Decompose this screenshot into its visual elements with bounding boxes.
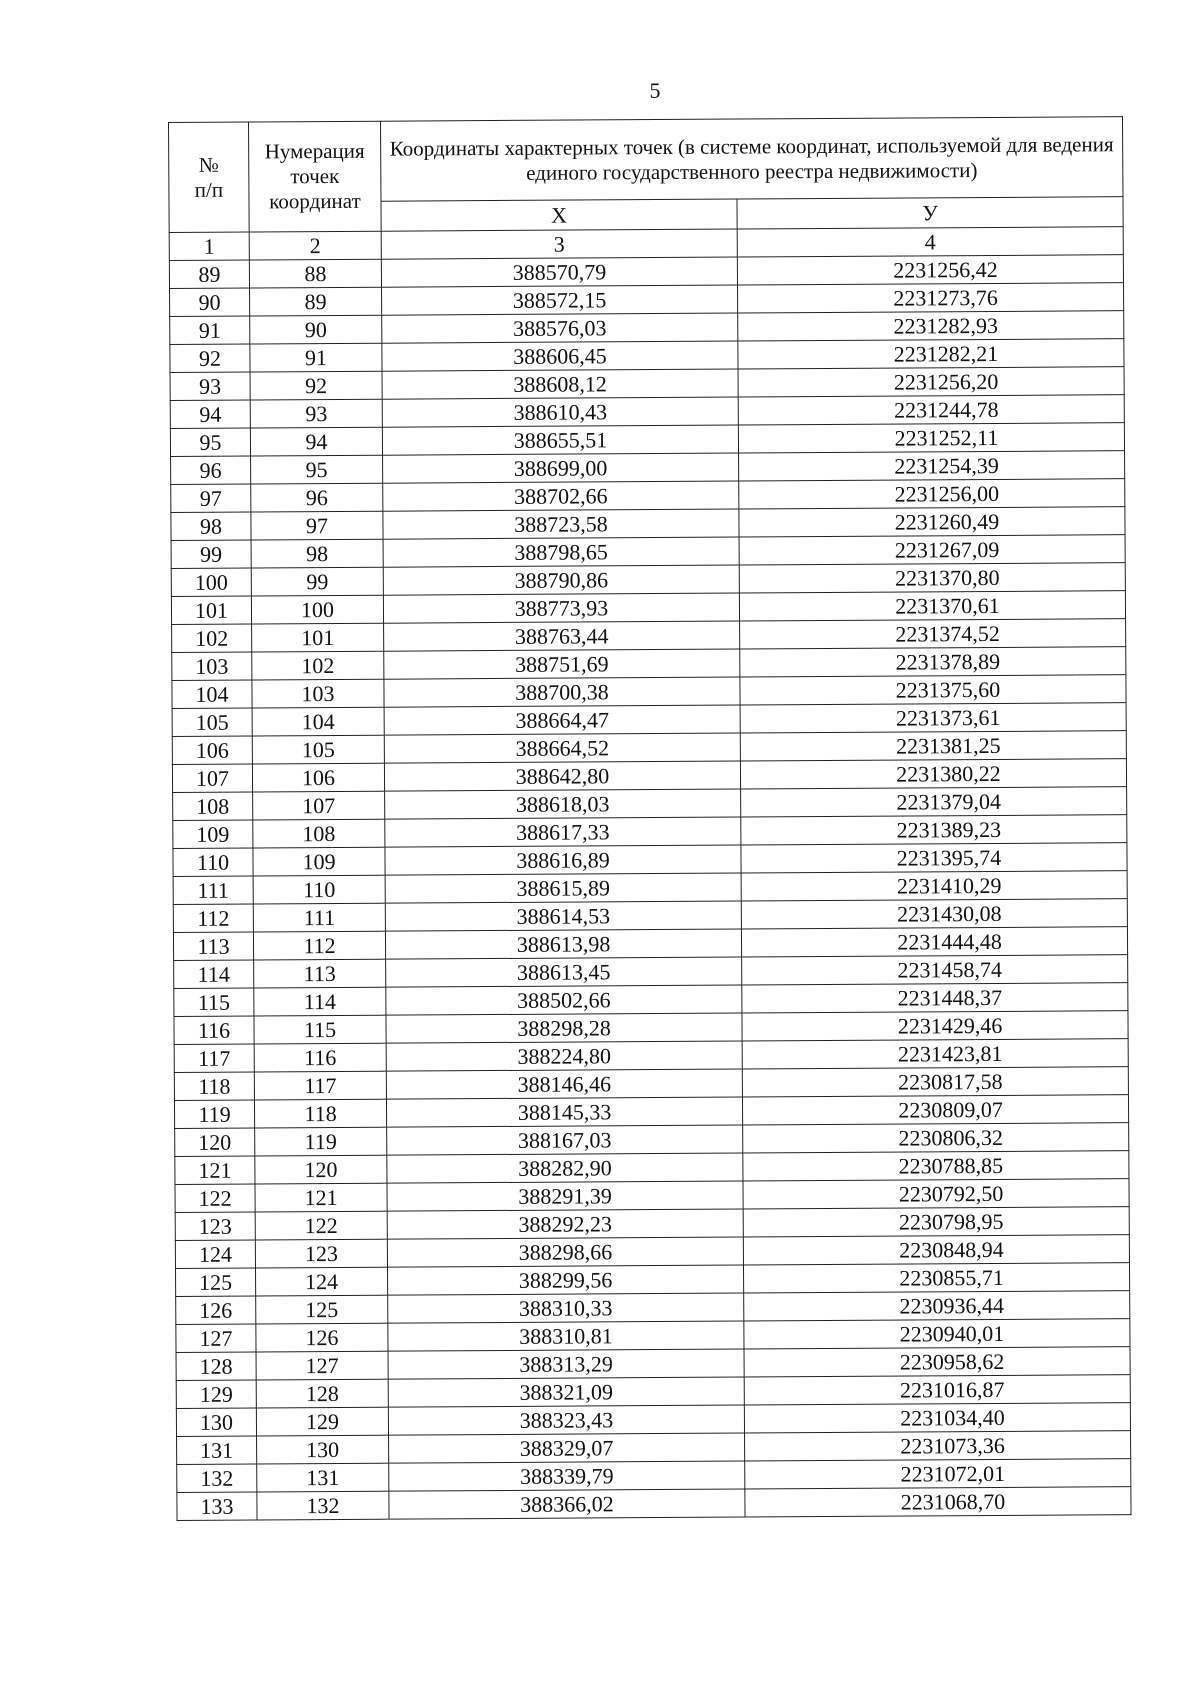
point-number-cell: 112 (253, 931, 385, 960)
y-coordinate-cell: 2231373,61 (740, 703, 1126, 733)
y-coordinate-cell: 2231395,74 (741, 843, 1127, 873)
row-number-cell: 98 (171, 512, 251, 540)
y-coordinate-cell: 2231073,36 (745, 1431, 1131, 1461)
point-number-cell: 105 (252, 735, 384, 764)
point-number-cell: 90 (250, 315, 382, 344)
y-coordinate-cell: 2230788,85 (743, 1151, 1129, 1181)
header-y: У (737, 197, 1123, 229)
point-number-cell: 106 (252, 763, 384, 792)
point-number-cell: 95 (251, 455, 383, 484)
row-number-cell: 97 (171, 484, 251, 512)
coordinates-table-container (168, 116, 1131, 1521)
x-coordinate-cell: 388616,89 (385, 845, 741, 875)
x-coordinate-cell: 388664,52 (384, 733, 740, 763)
row-number-cell: 126 (176, 1296, 256, 1324)
x-coordinate-cell: 388614,53 (385, 901, 741, 931)
row-number-cell: 124 (175, 1240, 255, 1268)
x-coordinate-cell: 388282,90 (387, 1153, 743, 1183)
row-number-cell: 95 (170, 428, 250, 456)
row-number-cell: 110 (173, 848, 253, 876)
x-coordinate-cell: 388329,07 (389, 1433, 745, 1463)
row-number-cell: 96 (171, 456, 251, 484)
point-number-cell: 111 (253, 903, 385, 932)
row-number-cell: 129 (176, 1380, 256, 1408)
point-number-cell: 115 (254, 1015, 386, 1044)
y-coordinate-cell: 2231034,40 (744, 1403, 1130, 1433)
y-coordinate-cell: 2230792,50 (743, 1179, 1129, 1209)
y-coordinate-cell: 2231370,80 (739, 563, 1125, 593)
y-coordinate-cell: 2231380,22 (740, 759, 1126, 789)
point-number-cell: 113 (254, 959, 386, 988)
y-coordinate-cell: 2231068,70 (745, 1487, 1131, 1517)
row-number-cell: 99 (171, 540, 251, 568)
point-number-cell: 129 (256, 1407, 388, 1436)
x-coordinate-cell: 388576,03 (382, 313, 738, 343)
row-number-cell: 122 (175, 1184, 255, 1212)
x-coordinate-cell: 388298,66 (387, 1237, 743, 1267)
y-coordinate-cell: 2231423,81 (742, 1039, 1128, 1069)
x-coordinate-cell: 388292,23 (387, 1209, 743, 1239)
x-coordinate-cell: 388699,00 (383, 453, 739, 483)
y-coordinate-cell: 2230958,62 (744, 1347, 1130, 1377)
y-coordinate-cell: 2231282,21 (738, 339, 1124, 369)
header-x: X (381, 199, 737, 231)
row-number-cell: 105 (172, 708, 252, 736)
row-number-cell: 116 (174, 1016, 254, 1044)
y-coordinate-cell: 2231444,48 (741, 927, 1127, 957)
point-number-cell: 116 (254, 1043, 386, 1072)
x-coordinate-cell: 388299,56 (387, 1265, 743, 1295)
row-number-cell: 92 (170, 344, 250, 372)
y-coordinate-cell: 2231375,60 (740, 675, 1126, 705)
x-coordinate-cell: 388167,03 (387, 1125, 743, 1155)
row-number-cell: 119 (174, 1100, 254, 1128)
row-number-cell: 130 (176, 1408, 256, 1436)
y-coordinate-cell: 2231378,89 (740, 647, 1126, 677)
x-coordinate-cell: 388323,43 (388, 1405, 744, 1435)
x-coordinate-cell: 388618,03 (385, 789, 741, 819)
point-number-cell: 101 (252, 623, 384, 652)
x-coordinate-cell: 388310,81 (388, 1321, 744, 1351)
row-number-cell: 118 (174, 1072, 254, 1100)
row-number-cell: 128 (176, 1352, 256, 1380)
point-number-cell: 118 (254, 1099, 386, 1128)
y-coordinate-cell: 2231254,39 (739, 451, 1125, 481)
x-coordinate-cell: 388790,86 (383, 565, 739, 595)
row-number-cell: 108 (173, 792, 253, 820)
row-number-cell: 93 (170, 372, 250, 400)
x-coordinate-cell: 388700,38 (384, 677, 740, 707)
y-coordinate-cell: 2230798,95 (743, 1207, 1129, 1237)
x-coordinate-cell: 388702,66 (383, 481, 739, 511)
x-coordinate-cell: 388224,80 (386, 1041, 742, 1071)
row-number-cell: 117 (174, 1044, 254, 1072)
table-row (177, 1487, 1131, 1521)
point-number-cell: 120 (255, 1155, 387, 1184)
point-number-cell: 97 (251, 511, 383, 540)
y-coordinate-cell: 2231260,49 (739, 507, 1125, 537)
point-number-cell: 132 (257, 1491, 389, 1520)
header-point-numbering: Нумерация точек координат (249, 121, 382, 232)
row-number-cell: 89 (169, 260, 249, 288)
x-coordinate-cell: 388313,29 (388, 1349, 744, 1379)
point-number-cell: 89 (250, 287, 382, 316)
point-number-cell: 93 (250, 399, 382, 428)
point-number-cell: 88 (249, 259, 381, 288)
y-coordinate-cell: 2230936,44 (744, 1291, 1130, 1321)
x-coordinate-cell: 388610,43 (382, 397, 738, 427)
row-number-cell: 91 (170, 316, 250, 344)
y-coordinate-cell: 2231370,61 (739, 591, 1125, 621)
x-coordinate-cell: 388642,80 (384, 761, 740, 791)
y-coordinate-cell: 2231429,46 (742, 1011, 1128, 1041)
page-number: 5 (649, 78, 661, 103)
y-coordinate-cell: 2231430,08 (741, 899, 1127, 929)
y-coordinate-cell: 2231244,78 (738, 395, 1124, 425)
point-number-cell: 107 (253, 791, 385, 820)
x-coordinate-cell: 388773,93 (383, 593, 739, 623)
point-number-cell: 109 (253, 847, 385, 876)
row-number-cell: 94 (170, 400, 250, 428)
point-number-cell: 117 (254, 1071, 386, 1100)
y-coordinate-cell: 2231282,93 (738, 311, 1124, 341)
x-coordinate-cell: 388146,46 (386, 1069, 742, 1099)
point-number-cell: 126 (256, 1323, 388, 1352)
y-coordinate-cell: 2231379,04 (741, 787, 1127, 817)
point-number-cell: 91 (250, 343, 382, 372)
x-coordinate-cell: 388339,79 (389, 1461, 745, 1491)
row-number-cell: 123 (175, 1212, 255, 1240)
row-number-cell: 100 (171, 568, 251, 596)
point-number-cell: 92 (250, 371, 382, 400)
y-coordinate-cell: 2231252,11 (738, 423, 1124, 453)
x-coordinate-cell: 388606,45 (382, 341, 738, 371)
point-number-cell: 100 (251, 595, 383, 624)
point-number-cell: 124 (256, 1267, 388, 1296)
x-coordinate-cell: 388751,69 (384, 649, 740, 679)
y-coordinate-cell: 2230817,58 (742, 1067, 1128, 1097)
row-number-cell: 104 (172, 680, 252, 708)
x-coordinate-cell: 388615,89 (385, 873, 741, 903)
y-coordinate-cell: 2231381,25 (740, 731, 1126, 761)
row-number-cell: 90 (170, 288, 250, 316)
point-number-cell: 103 (252, 679, 384, 708)
y-coordinate-cell: 2231267,09 (739, 535, 1125, 565)
column-index: 4 (737, 227, 1123, 257)
row-number-cell: 101 (171, 596, 251, 624)
table-body (169, 255, 1131, 1521)
row-number-cell: 112 (173, 904, 253, 932)
header-coordinates: Координаты характерных точек (в системе координат, используемой для ведения единого государственного реестра недвижимости) (380, 117, 1122, 202)
x-coordinate-cell: 388798,65 (383, 537, 739, 567)
row-number-cell: 107 (172, 764, 252, 792)
y-coordinate-cell: 2231448,37 (742, 983, 1128, 1013)
row-number-cell: 103 (172, 652, 252, 680)
row-number-cell: 114 (174, 960, 254, 988)
x-coordinate-cell: 388664,47 (384, 705, 740, 735)
point-number-cell: 98 (251, 539, 383, 568)
x-coordinate-cell: 388608,12 (382, 369, 738, 399)
y-coordinate-cell: 2230806,32 (743, 1123, 1129, 1153)
point-number-cell: 127 (256, 1351, 388, 1380)
x-coordinate-cell: 388145,33 (386, 1097, 742, 1127)
y-coordinate-cell: 2231256,20 (738, 367, 1124, 397)
x-coordinate-cell: 388310,33 (388, 1293, 744, 1323)
point-number-cell: 114 (254, 987, 386, 1016)
y-coordinate-cell: 2231389,23 (741, 815, 1127, 845)
row-number-cell: 127 (176, 1324, 256, 1352)
point-number-cell: 110 (253, 875, 385, 904)
x-coordinate-cell: 388613,98 (385, 929, 741, 959)
x-coordinate-cell: 388763,44 (384, 621, 740, 651)
row-number-cell: 132 (177, 1464, 257, 1492)
y-coordinate-cell: 2230809,07 (742, 1095, 1128, 1125)
y-coordinate-cell: 2231410,29 (741, 871, 1127, 901)
y-coordinate-cell: 2231458,74 (742, 955, 1128, 985)
y-coordinate-cell: 2231072,01 (745, 1459, 1131, 1489)
y-coordinate-cell: 2231016,87 (744, 1375, 1130, 1405)
point-number-cell: 121 (255, 1183, 387, 1212)
point-number-cell: 130 (257, 1435, 389, 1464)
x-coordinate-cell: 388572,15 (382, 285, 738, 315)
x-coordinate-cell: 388570,79 (381, 257, 737, 287)
coordinates-table (168, 116, 1132, 1521)
y-coordinate-cell: 2231374,52 (740, 619, 1126, 649)
row-number-cell: 115 (174, 988, 254, 1016)
point-number-cell: 96 (251, 483, 383, 512)
x-coordinate-cell: 388298,28 (386, 1013, 742, 1043)
header-number: № п/п (169, 122, 250, 232)
x-coordinate-cell: 388655,51 (382, 425, 738, 455)
row-number-cell: 121 (175, 1156, 255, 1184)
x-coordinate-cell: 388321,09 (388, 1377, 744, 1407)
row-number-cell: 113 (173, 932, 253, 960)
row-number-cell: 109 (173, 820, 253, 848)
x-coordinate-cell: 388617,33 (385, 817, 741, 847)
row-number-cell: 125 (176, 1268, 256, 1296)
y-coordinate-cell: 2230940,01 (744, 1319, 1130, 1349)
y-coordinate-cell: 2231256,00 (739, 479, 1125, 509)
point-number-cell: 128 (256, 1379, 388, 1408)
row-number-cell: 133 (177, 1492, 257, 1520)
point-number-cell: 125 (256, 1295, 388, 1324)
row-number-cell: 131 (177, 1436, 257, 1464)
point-number-cell: 123 (255, 1239, 387, 1268)
y-coordinate-cell: 2230848,94 (743, 1235, 1129, 1265)
x-coordinate-cell: 388613,45 (386, 957, 742, 987)
column-index: 1 (169, 232, 249, 260)
point-number-cell: 119 (255, 1127, 387, 1156)
point-number-cell: 131 (257, 1463, 389, 1492)
x-coordinate-cell: 388502,66 (386, 985, 742, 1015)
x-coordinate-cell: 388291,39 (387, 1181, 743, 1211)
point-number-cell: 104 (252, 707, 384, 736)
point-number-cell: 122 (255, 1211, 387, 1240)
x-coordinate-cell: 388723,58 (383, 509, 739, 539)
y-coordinate-cell: 2231256,42 (737, 255, 1123, 285)
row-number-cell: 120 (175, 1128, 255, 1156)
x-coordinate-cell: 388366,02 (389, 1489, 745, 1519)
point-number-cell: 102 (252, 651, 384, 680)
row-number-cell: 111 (173, 876, 253, 904)
point-number-cell: 99 (251, 567, 383, 596)
y-coordinate-cell: 2231273,76 (738, 283, 1124, 313)
column-index: 2 (249, 231, 381, 260)
point-number-cell: 108 (253, 819, 385, 848)
row-number-cell: 106 (172, 736, 252, 764)
column-index: 3 (381, 229, 737, 259)
y-coordinate-cell: 2230855,71 (743, 1263, 1129, 1293)
point-number-cell: 94 (250, 427, 382, 456)
row-number-cell: 102 (172, 624, 252, 652)
